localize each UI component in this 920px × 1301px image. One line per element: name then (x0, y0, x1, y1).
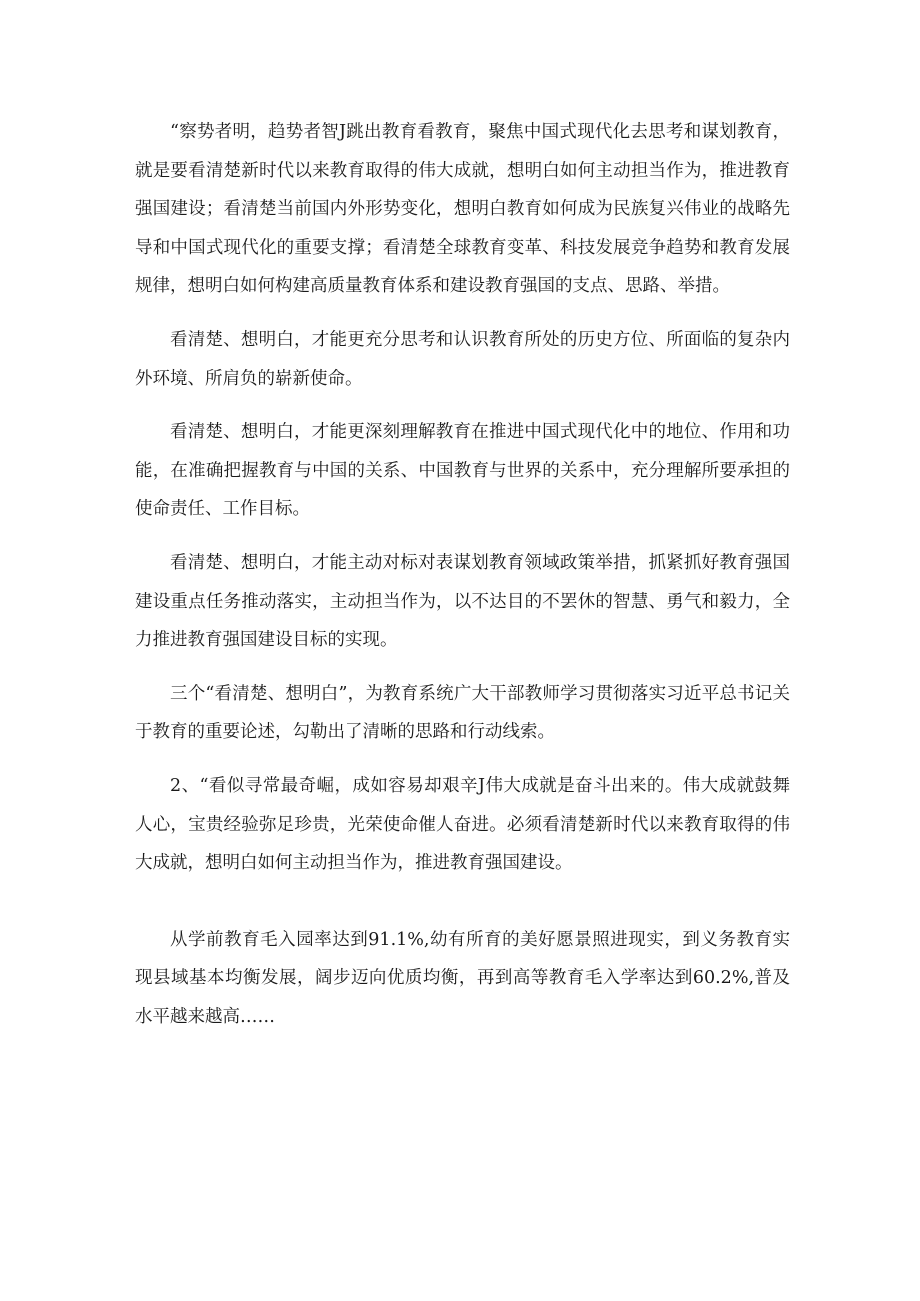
paragraph-1: “察势者明，趋势者智J跳出教育看教育，聚焦中国式现代化去思考和谋划教育，就是要看清楚新时代以来教育取得的伟大成就，想明白如何主动担当作为，推进教育强国建设；看清楚当前国内外形势变化，想明白教育如何成为民族复兴伟业的战略先导和中国式现代化的重要支撑；看清楚全球教育变革、科技发展竞争趋势和教育发展规律，想明白如何构建高质量教育体系和建设教育强国的支点、思路、举措。 (135, 122, 790, 297)
document-page (135, 113, 790, 1051)
paragraph-3: 看清楚、想明白，才能更深刻理解教育在推进中国式现代化中的地位、作用和功能，在准确把握教育与中国的关系、中国教育与世界的关系中，充分理解所要承担的使命责任、工作目标。 (135, 422, 790, 520)
paragraph-6: 2、“看似寻常最奇崛，成如容易却艰辛J伟大成就是奋斗出来的。伟大成就鼓舞人心，宝贵经验弥足珍贵，光荣使命催人奋进。必须看清楚新时代以来教育取得的伟大成就，想明白如何主动担当作为，推进教育强国建设。 (135, 775, 790, 874)
paragraph-2: 看清楚、想明白，才能更充分思考和认识教育所处的历史方位、所面临的复杂内外环境、所肩负的崭新使命。 (135, 329, 790, 389)
paragraph-4: 看清楚、想明白，才能主动对标对表谋划教育领域政策举措，抓紧抓好教育强国建设重点任务推动落实，主动担当作为，以不达目的不罢休的智慧、勇气和毅力，全力推进教育强国建设目标的实现。 (135, 552, 790, 651)
paragraph-7: 从学前教育毛入园率达到91.1%,幼有所育的美好愿景照进现实，到义务教育实现县域基本均衡发展，阔步迈向优质均衡，再到高等教育毛入学率达到60.2%,普及水平越来越高…… (135, 929, 790, 1027)
paragraph-5: 三个“看清楚、想明白”，为教育系统广大干部教师学习贯彻落实习近平总书记关于教育的重要论述，勾勒出了清晰的思路和行动线索。 (135, 683, 790, 743)
